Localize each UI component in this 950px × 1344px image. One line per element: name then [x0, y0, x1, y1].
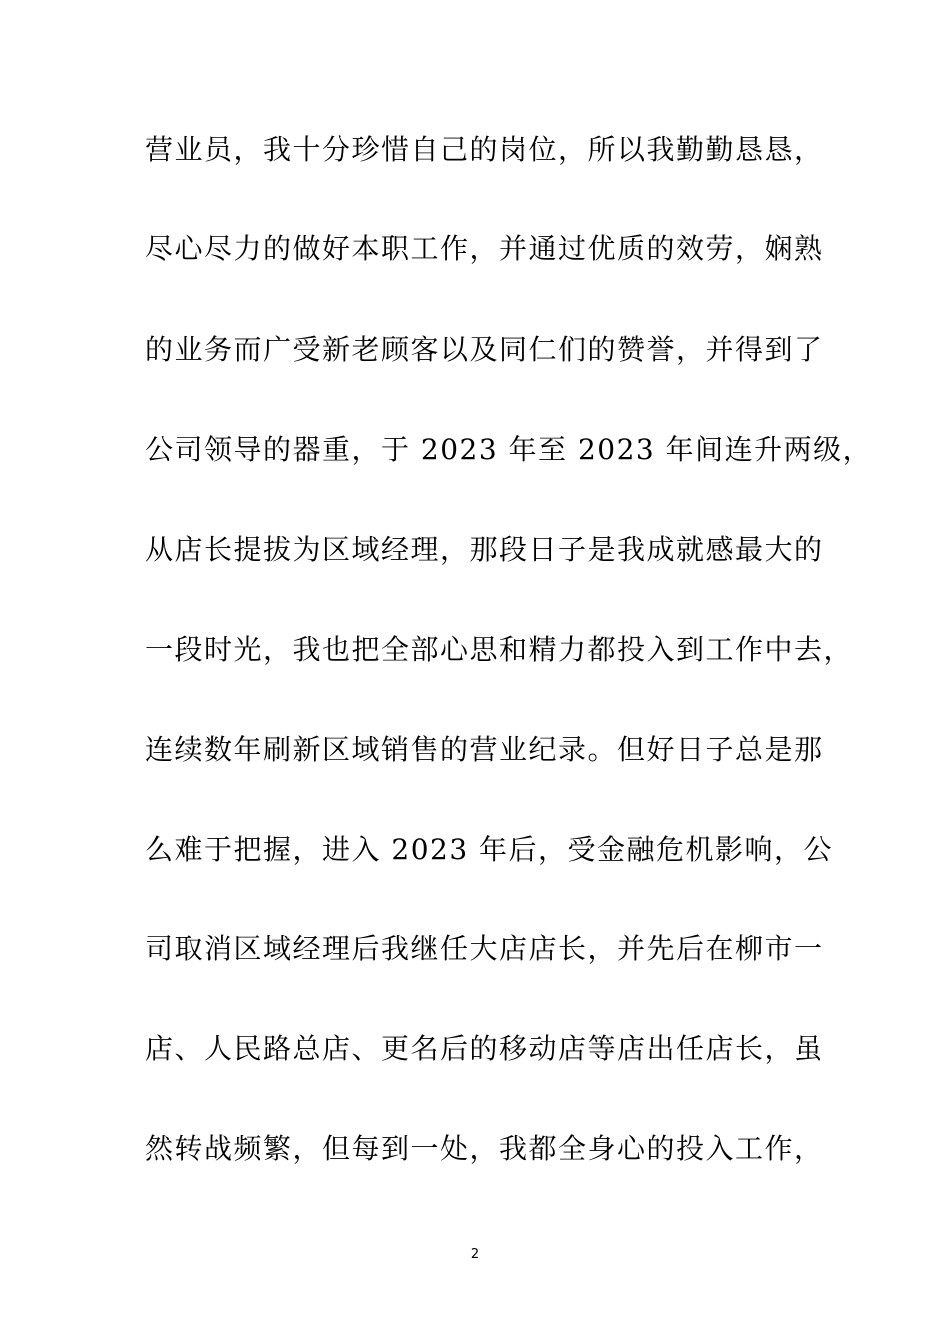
body-text-line: 司取消区域经理后我继任大店店长，并先后在柳市一 — [145, 932, 824, 965]
body-text-line: 的业务而广受新老顾客以及同仁们的赞誉，并得到了 — [145, 333, 824, 366]
body-text-line: 一段时光，我也把全部心思和精力都投入到工作中去， — [145, 633, 854, 666]
body-text-line: 连续数年刷新区域销售的营业纪录。但好日子总是那 — [145, 733, 824, 766]
body-text-line: 么难于把握，进入 2023 年后，受金融危机影响，公 — [145, 833, 834, 866]
page-number: 2 — [470, 1247, 480, 1262]
body-text-line: 从店长提拔为区域经理，那段日子是我成就感最大的 — [145, 533, 824, 566]
body-text-line: 店、人民路总店、更名后的移动店等店出任店长，虽 — [145, 1032, 824, 1065]
body-text-line: 公司领导的器重，于 2023 年至 2023 年间连升两级， — [145, 433, 873, 466]
body-text-line: 营业员，我十分珍惜自己的岗位，所以我勤勤恳恳， — [145, 133, 824, 166]
body-text-line: 尽心尽力的做好本职工作，并通过优质的效劳，娴熟 — [145, 232, 824, 265]
body-text-line: 然转战频繁，但每到一处，我都全身心的投入工作， — [145, 1132, 824, 1165]
